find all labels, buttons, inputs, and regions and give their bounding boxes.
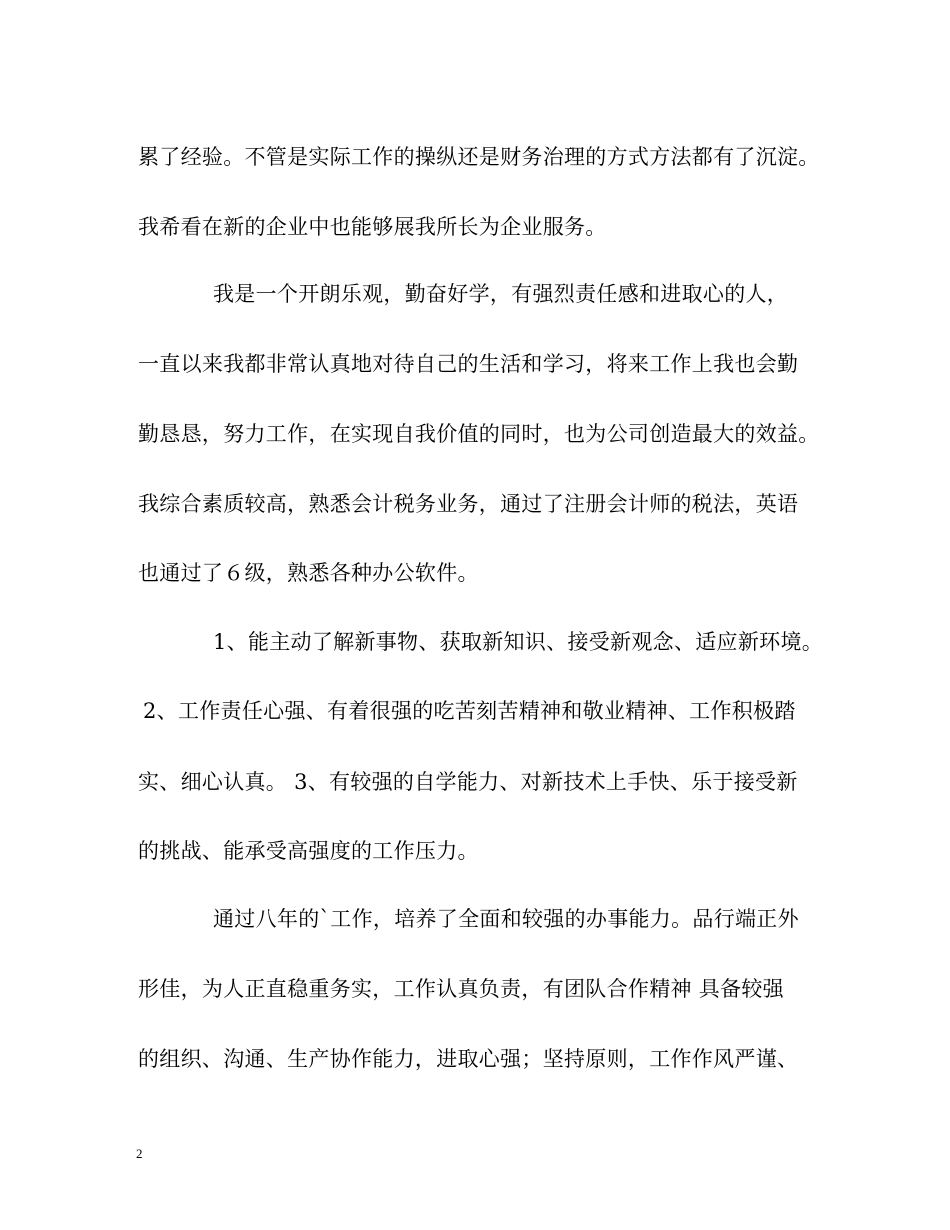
- text-line: 实、细心认真。 3、有较强的自学能力、对新技术上手快、乐于接受新: [138, 770, 798, 794]
- text-line: 我综合素质较高，熟悉会计税务业务，通过了注册会计师的税法，英语: [138, 492, 799, 516]
- paragraph-start-line: 我是一个开朗乐观，勤奋好学，有强烈责任感和进取心的人，: [213, 282, 789, 306]
- text-line: 也通过了６级，熟悉各种办公软件。: [138, 561, 479, 585]
- text-line: 我希看在新的企业中也能够展我所长为企业服务。: [138, 215, 607, 239]
- text-line: 的挑战、能承受高强度的工作压力。: [138, 839, 479, 863]
- text-line: 的组织、沟通、生产协作能力，进取心强；坚持原则，工作作风严谨、: [138, 1047, 799, 1071]
- list-item-line: 2、工作责任心强、有着很强的吃苦刻苦精神和敬业精神、工作积极踏: [143, 699, 796, 723]
- paragraph-start-line: 通过八年的`工作，培养了全面和较强的办事能力。品行端正外: [213, 907, 799, 931]
- page-number: 2: [136, 1146, 143, 1161]
- text-line: 累了经验。不管是实际工作的操纵还是财务治理的方式方法都有了沉淀。: [138, 145, 820, 169]
- text-line: 勤恳恳，努力工作，在实现自我价值的同时，也为公司创造最大的效益。: [138, 422, 820, 446]
- text-line: 一直以来我都非常认真地对待自己的生活和学习，将来工作上我也会勤: [138, 352, 799, 376]
- text-line: 形佳，为人正直稳重务实，工作认真负责，有团队合作精神 具备较强: [138, 977, 784, 1001]
- list-item-line: 1、能主动了解新事物、获取新知识、接受新观念、适应新环境。: [213, 630, 824, 654]
